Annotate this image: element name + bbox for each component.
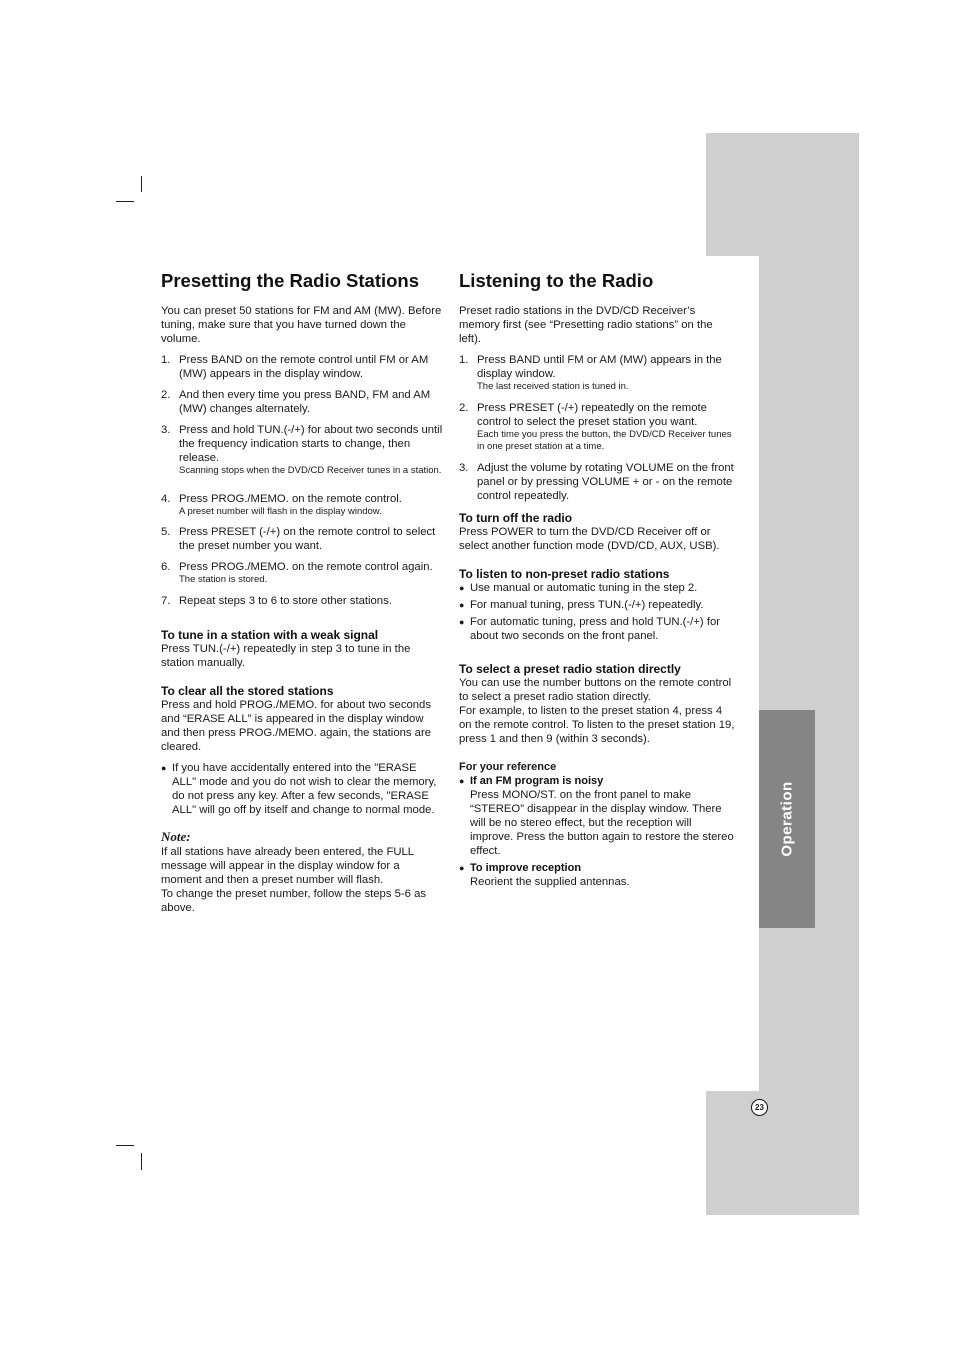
intro-text: Preset radio stations in the DVD/CD Receiver’s memory first (see “Presetting radio stations” on the left). xyxy=(459,305,713,345)
reference-item-title: To improve reception xyxy=(470,861,582,874)
step-item: 4. Press PROG./MEMO. on the remote control. A preset number will flash in the display window. xyxy=(161,492,443,519)
section-title: Listening to the Radio xyxy=(459,270,654,291)
step-list xyxy=(161,353,443,608)
reference-item xyxy=(459,774,735,858)
reference-title: For your reference xyxy=(459,760,557,773)
bullet-icon: ● xyxy=(161,762,167,773)
reference-item xyxy=(459,861,735,889)
body-text: For example, to listen to the preset station 4, press 4 on the remote control. To listen to the preset station 19, press 1 and then 9 (within 3 seconds). xyxy=(459,704,735,745)
step-item: 1. Press BAND on the remote control until FM or AM (MW) appears in the display window. xyxy=(161,354,429,380)
step-item: 2. Press PRESET (-/+) repeatedly on the remote control to select the preset station you want. Each time you press the button, the DVD/CD Receiver tunes in one preset station at a time. xyxy=(459,401,735,454)
subsection-title: To select a preset radio station directly xyxy=(459,661,681,676)
body-text: Press and hold PROG./MEMO. for about two seconds and “ERASE ALL” is appeared in the display window and then press PROG./MEMO. again, the stations are cleared. xyxy=(161,698,432,753)
step-item: 3. Press and hold TUN.(-/+) for about two seconds until the frequency indication starts to change, then release. Scanning stops when the DVD/CD Receiver tunes in a station. xyxy=(161,424,443,476)
step-item: 6. Press PROG./MEMO. on the remote control again. The station is stored. xyxy=(161,560,443,587)
note-text: If all stations have already been entered, the FULL message will appear in the display window for a moment and then a preset number will flash. xyxy=(161,845,414,886)
step-note: The station is stored. xyxy=(179,574,268,585)
body-text: Press POWER to turn the DVD/CD Receiver off or select another function mode (DVD/CD, AUX, USB). xyxy=(459,525,720,552)
crop-mark xyxy=(141,176,142,192)
subsection-title: To clear all the stored stations xyxy=(161,683,334,698)
sidebar-panel xyxy=(759,256,859,1091)
left-column xyxy=(161,270,443,915)
right-column xyxy=(459,270,735,892)
reference-item-text: Reorient the supplied antennas. xyxy=(470,875,630,888)
crop-mark xyxy=(116,201,134,202)
step-list xyxy=(459,353,735,503)
bullet-icon: ● xyxy=(459,775,465,786)
step-item: 2. And then every time you press BAND, FM and AM (MW) changes alternately. xyxy=(161,389,431,415)
sidebar-panel xyxy=(706,1091,859,1215)
section-tab-label: Operation xyxy=(778,781,796,857)
body-text: Press TUN.(-/+) repeatedly in step 3 to tune in the station manually. xyxy=(161,642,411,669)
body-text: You can use the number buttons on the remote control to select a preset radio station directly. xyxy=(459,676,732,703)
bullet-item: ● If you have accidentally entered into the "ERASE ALL" mode and you do not wish to clear the memory, do not press any key. After a few seconds, "ERASE ALL" will go off by itself and change to normal mode. xyxy=(161,761,437,816)
note-title: Note: xyxy=(161,828,191,844)
step-note: A preset number will flash in the display window. xyxy=(179,505,382,517)
reference-list xyxy=(459,774,735,889)
bullet-icon: ● xyxy=(459,582,465,593)
bullet-item: ● Use manual or automatic tuning in the step 2. xyxy=(459,581,698,594)
page-number: 23 xyxy=(751,1099,768,1116)
step-item: 1. Press BAND until FM or AM (MW) appears in the display window. The last received station is tuned in. xyxy=(459,353,735,394)
step-note: Scanning stops when the DVD/CD Receiver tunes in a station. xyxy=(179,465,442,476)
subsection-title: To turn off the radio xyxy=(459,510,573,525)
reference-item-text: Press MONO/ST. on the front panel to make “STEREO” disappear in the display window. There will be no stereo effect, but the reception will improve. Press the button again to restore the stereo effect. xyxy=(470,788,734,857)
subsection-title: To listen to non-preset radio stations xyxy=(459,566,670,581)
note-text: To change the preset number, follow the steps 5-6 as above. xyxy=(161,887,427,914)
subsection-title: To tune in a station with a weak signal xyxy=(161,627,379,642)
crop-mark xyxy=(141,1153,142,1170)
section-title: Presetting the Radio Stations xyxy=(161,270,420,291)
bullet-list xyxy=(459,581,735,643)
bullet-item: ● For manual tuning, press TUN.(-/+) repeatedly. xyxy=(459,598,704,611)
step-note: The last received station is tuned in. xyxy=(477,381,629,392)
step-item: 7. Repeat steps 3 to 6 to store other stations. xyxy=(161,594,392,607)
step-note: Each time you press the button, the DVD/CD Receiver tunes in one preset station at a time. xyxy=(477,428,732,452)
bullet-item: ● For automatic tuning, press and hold TUN.(-/+) for about two seconds on the front panel. xyxy=(459,615,720,642)
sidebar-panel xyxy=(706,133,859,256)
bullet-list xyxy=(161,761,443,817)
reference-item-title: If an FM program is noisy xyxy=(470,774,604,787)
step-item: 3. Adjust the volume by rotating VOLUME on the front panel or by pressing VOLUME + or - on the remote control repeatedly. xyxy=(459,461,734,502)
bullet-icon: ● xyxy=(459,599,465,610)
crop-mark xyxy=(116,1145,134,1146)
bullet-icon: ● xyxy=(459,862,465,873)
step-item: 5. Press PRESET (-/+) on the remote control to select the preset number you want. xyxy=(161,526,436,552)
intro-text: You can preset 50 stations for FM and AM (MW). Before tuning, make sure that you have turned down the volume. xyxy=(161,305,442,345)
bullet-icon: ● xyxy=(459,616,465,627)
